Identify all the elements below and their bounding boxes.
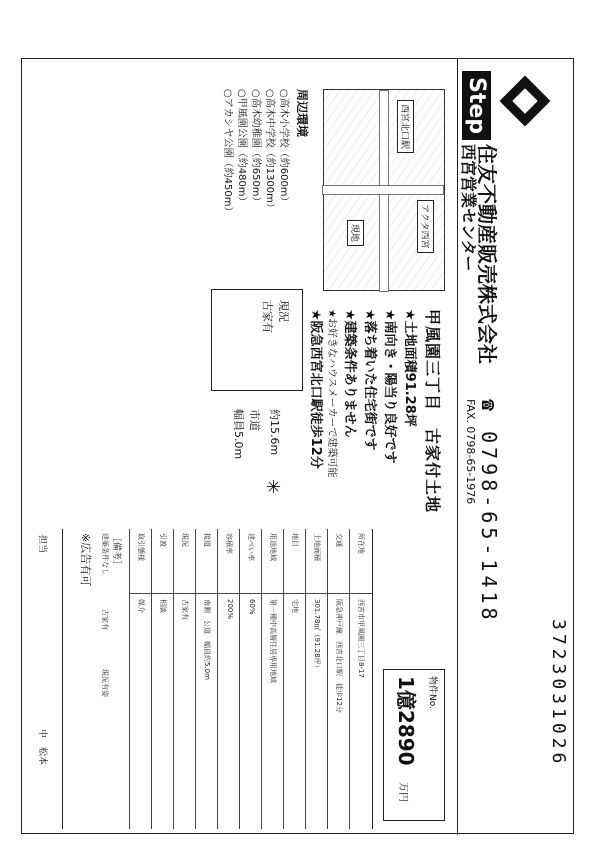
property-table: [72, 529, 373, 829]
price-value: 1億2890: [394, 676, 418, 766]
price-unit: 万円: [397, 782, 408, 802]
company-name: 住友不動産販売株式会社: [475, 144, 499, 364]
plot-diagram: [211, 289, 303, 391]
compass-icon: ✳: [262, 479, 283, 495]
approver: 中 松本: [37, 729, 47, 766]
company-strip: [457, 59, 573, 835]
map-label-station: 西宮北口駅: [397, 100, 414, 153]
table-row: 建ぺい率 60%: [239, 529, 262, 829]
table-row: 土地面積 301.78㎡（91.28坪）: [305, 529, 328, 829]
nearby-3: ○高木幼稚園（約650m）: [250, 89, 261, 207]
property-flyer: [21, 58, 574, 834]
feature-3: ★落ち着いた住宅街です: [362, 309, 377, 451]
table-row: 容積率 200%: [217, 529, 240, 829]
nearby-4: ○甲風園公園（約480m）: [236, 89, 247, 207]
map-label-site: 現地: [347, 220, 364, 246]
table-row: 地目 宅地: [283, 529, 306, 829]
plot-dim-width: 約15.6m: [268, 409, 281, 456]
plot-label-2: 古家有: [261, 300, 274, 333]
feature-5: ★お好きなハウスメーカーで建築可能: [326, 309, 337, 478]
notes-heading: ［備考］: [111, 533, 121, 570]
map-label-acta: アクタ西宮: [417, 200, 434, 253]
property-code: 3723031026: [548, 619, 569, 768]
nearby-1: ○高木小学校（約600m）: [278, 89, 289, 207]
price-ref-label: 物件No.: [427, 676, 437, 709]
note-3: 現況有姿: [101, 669, 109, 697]
step-badge: Step: [462, 71, 491, 140]
feature-6: ★阪急西宮北口駅徒歩12分: [308, 309, 323, 469]
plot-label-1: 現況: [277, 300, 290, 322]
area-map: [323, 89, 445, 291]
plot-road-width: 幅員5.0m: [232, 409, 245, 460]
table-row: 現況 古家有: [173, 529, 196, 829]
extra-note: ※広告有可: [79, 533, 92, 587]
company-logo: [495, 71, 555, 131]
company-branch: 西宮営業センター: [459, 144, 478, 272]
nearby-5: ○アカシヤ公園（約450m）: [222, 89, 233, 217]
table-row: 接道 南側 公道 幅員約5.0m: [195, 529, 218, 829]
staff-label: 担当: [37, 535, 47, 554]
table-row: 取引態様 媒介: [129, 529, 152, 829]
feature-4: ★建築条件ありません: [342, 309, 357, 438]
price-block: [383, 669, 445, 821]
table-row: 交通 阪急神戸線 西宮北口駅 徒歩12分: [327, 529, 350, 829]
nearby-heading: 周辺環境: [295, 89, 309, 138]
company-tel: ☎ 0798-65-1418: [477, 399, 501, 624]
plot-road: 市道: [248, 409, 261, 431]
note-1: 建築条件なし: [101, 533, 109, 575]
feature-1: ★土地面積91.28坪: [402, 309, 417, 427]
feature-2: ★南向き・陽当り良好です: [382, 309, 397, 464]
footer: [24, 529, 63, 829]
table-row: 所在地 西宮市甲風園三丁目8-17: [349, 529, 372, 829]
note-2: 古家有: [101, 609, 109, 630]
nearby-2: ○高木中学校（約1300m）: [264, 89, 275, 213]
property-title: 甲風園三丁目 古家付土地: [423, 309, 442, 514]
table-row: 用途地域 第一種中高層住居専用地域: [261, 529, 284, 829]
company-fax: FAX. 0798-65-1976: [464, 399, 477, 505]
table-row: 引渡 相談: [151, 529, 174, 829]
